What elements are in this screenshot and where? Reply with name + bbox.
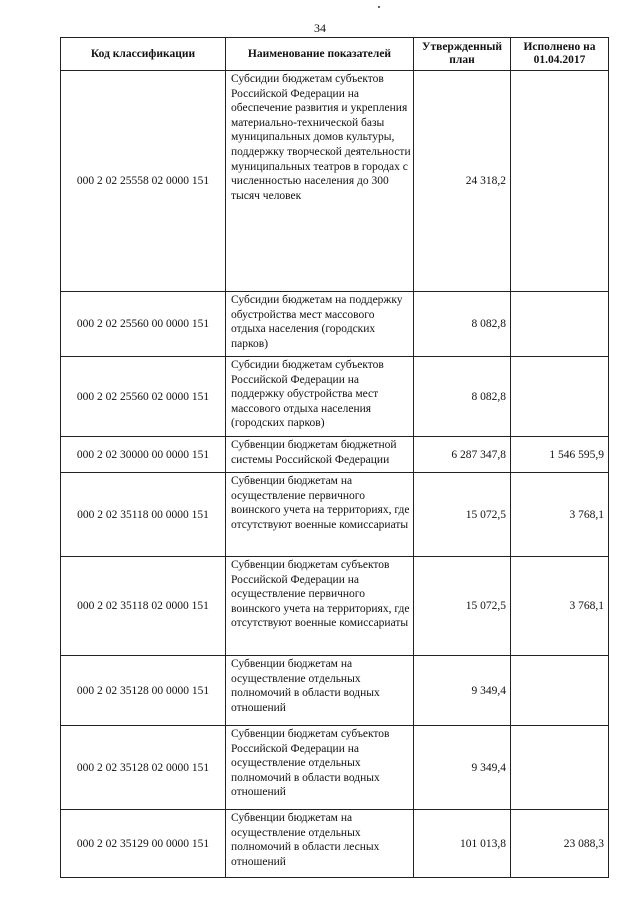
table-row (61, 726, 609, 810)
row-plan: 8 082,8 (414, 292, 511, 357)
row-plan: 6 287 347,8 (414, 437, 511, 473)
table-row (61, 557, 609, 656)
row-code: 000 2 02 35128 02 0000 151 (61, 726, 226, 810)
table-row (61, 357, 609, 437)
scan-speck (378, 6, 380, 8)
page-number: 34 (314, 21, 326, 35)
row-done (511, 357, 609, 437)
row-code: 000 2 02 25560 00 0000 151 (61, 292, 226, 357)
header-code: Код классификации (61, 38, 226, 71)
row-code: 000 2 02 25560 02 0000 151 (61, 357, 226, 437)
row-plan: 15 072,5 (414, 557, 511, 656)
table-row (61, 656, 609, 726)
row-name: Субвенции бюджетам бюджетной системы Российской Федерации (226, 437, 414, 473)
row-name: Субвенции бюджетам на осуществление отдельных полномочий в области лесных отношений (226, 810, 414, 878)
row-done: 23 088,3 (511, 810, 609, 878)
row-code: 000 2 02 35128 00 0000 151 (61, 656, 226, 726)
header-plan: Утвержденный план (414, 38, 511, 71)
row-name: Субвенции бюджетам на осуществление отдельных полномочий в области водных отношений (226, 656, 414, 726)
row-plan: 9 349,4 (414, 726, 511, 810)
row-name: Субвенции бюджетам на осуществление первичного воинского учета на территориях, где отсутствуют военные комиссариаты (226, 473, 414, 557)
row-plan: 8 082,8 (414, 357, 511, 437)
row-name: Субвенции бюджетам субъектов Российской Федерации на осуществление первичного воинского учета на территориях, где отсутствуют военные комиссариаты (226, 557, 414, 656)
table-row (61, 71, 609, 292)
row-code: 000 2 02 30000 00 0000 151 (61, 437, 226, 473)
header-name: Наименование показателей (226, 38, 414, 71)
row-plan: 9 349,4 (414, 656, 511, 726)
row-code: 000 2 02 25558 02 0000 151 (61, 71, 226, 292)
table-row (61, 437, 609, 473)
budget-table (60, 37, 609, 878)
row-done: 1 546 595,9 (511, 437, 609, 473)
row-name: Субвенции бюджетам субъектов Российской Федерации на осуществление отдельных полномочий в области водных отношений (226, 726, 414, 810)
row-code: 000 2 02 35118 00 0000 151 (61, 473, 226, 557)
table-row (61, 473, 609, 557)
row-code: 000 2 02 35129 00 0000 151 (61, 810, 226, 878)
table-header-row (61, 38, 609, 71)
row-name: Субсидии бюджетам на поддержку обустройства мест массового отдыха населения (городских парков) (226, 292, 414, 357)
row-code: 000 2 02 35118 02 0000 151 (61, 557, 226, 656)
row-done (511, 726, 609, 810)
row-done (511, 292, 609, 357)
row-name: Субсидии бюджетам субъектов Российской Федерации на поддержку обустройства мест массового отдыха населения (городских парков) (226, 357, 414, 437)
row-done (511, 656, 609, 726)
row-done: 3 768,1 (511, 473, 609, 557)
row-name: Субсидии бюджетам субъектов Российской Федерации на обеспечение развития и укрепления материально-технической базы муниципальных домов культуры, поддержку творческой деятельности муниципальных театров в городах с численностью населения до 300 тысяч человек (226, 71, 414, 292)
row-done (511, 71, 609, 292)
row-plan: 24 318,2 (414, 71, 511, 292)
table-row (61, 810, 609, 878)
table-row (61, 292, 609, 357)
row-done: 3 768,1 (511, 557, 609, 656)
header-done: Исполнено на 01.04.2017 (511, 38, 609, 71)
row-plan: 101 013,8 (414, 810, 511, 878)
row-plan: 15 072,5 (414, 473, 511, 557)
